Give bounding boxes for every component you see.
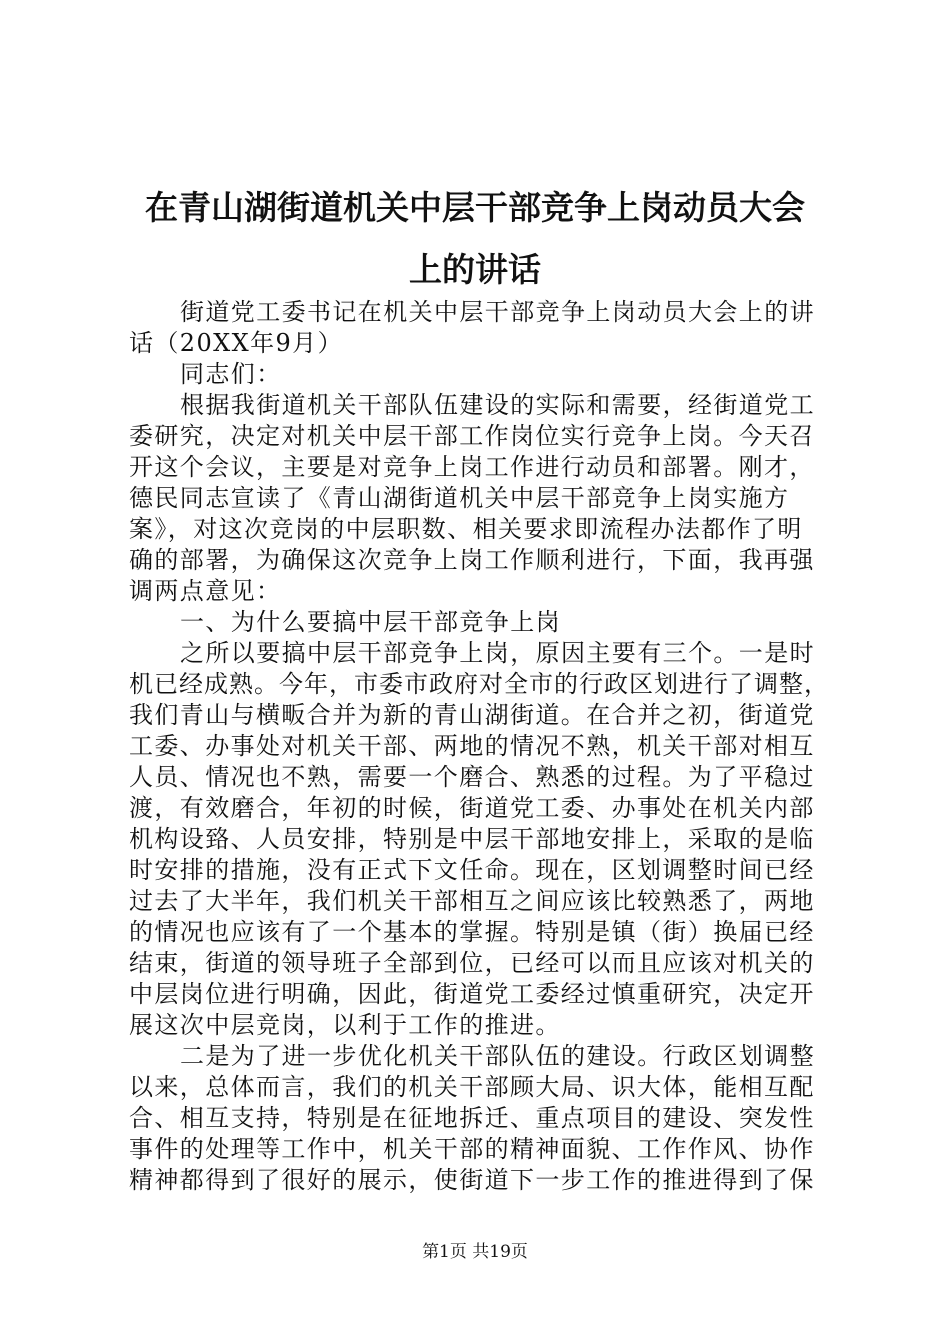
body-text-line: 开这个会议，主要是对竞争上岗工作进行动员和部署。刚才，: [129, 453, 815, 481]
body-text-line: 以来，总体而言，我们的机关干部顾大局、识大体，能相互配: [129, 1073, 815, 1101]
body-text-line: 结束，街道的领导班子全部到位，已经可以而且应该对机关的: [129, 949, 815, 977]
body-text-line: 我们青山与横畈合并为新的青山湖街道。在合并之初，街道党: [129, 701, 815, 729]
document-title-line-2: 上的讲话: [409, 250, 541, 289]
body-text-line: 机已经成熟。今年，市委市政府对全市的行政区划进行了调整，: [129, 670, 829, 698]
body-text-line: 德民同志宣读了《青山湖街道机关中层干部竞争上岗实施方: [129, 484, 790, 512]
body-text-line: 根据我街道机关干部队伍建设的实际和需要，经街道党工: [180, 391, 815, 419]
body-text-line: 之所以要搞中层干部竞争上岗，原因主要有三个。一是时: [180, 639, 815, 667]
body-text-line: 委研究，决定对机关中层干部工作岗位实行竞争上岗。今天召: [129, 422, 815, 450]
body-text-line: 工委、办事处对机关干部、两地的情况不熟，机关干部对相互: [129, 732, 815, 760]
body-text-line: 二是为了进一步优化机关干部队伍的建设。行政区划调整: [180, 1042, 815, 1070]
body-text-line: 确的部署，为确保这次竞争上岗工作顺利进行，下面，我再强: [129, 546, 815, 574]
page-footer: 第1页 共19页: [422, 1242, 528, 1262]
body-text-line: 过去了大半年，我们机关干部相互之间应该比较熟悉了，两地: [129, 887, 815, 915]
body-text-line: 一、为什么要搞中层干部竞争上岗: [180, 608, 561, 636]
body-text-line: 渡，有效磨合，年初的时候，街道党工委、办事处在机关内部: [129, 794, 815, 822]
document-title-line-1: 在青山湖街道机关中层干部竞争上岗动员大会: [145, 188, 805, 227]
body-text-line: 机构设臵、人员安排，特别是中层干部地安排上，采取的是临: [129, 825, 815, 853]
body-text-line: 精神都得到了很好的展示，使街道下一步工作的推进得到了保: [129, 1166, 815, 1194]
body-text-line: 时安排的措施，没有正式下文任命。现在，区划调整时间已经: [129, 856, 815, 884]
document-body: [129, 297, 829, 1196]
body-text-line: 人员、情况也不熟，需要一个磨合、熟悉的过程。为了平稳过: [129, 763, 815, 791]
body-text-line: 同志们：: [180, 360, 282, 388]
body-text-line: 展这次中层竞岗，以利于工作的推进。: [129, 1011, 561, 1039]
body-text-line: 事件的处理等工作中，机关干部的精神面貌、工作作风、协作: [129, 1135, 815, 1163]
body-text-line: 的情况也应该有了一个基本的掌握。特别是镇（街）换届已经: [129, 918, 815, 946]
body-text-line: 案》，对这次竞岗的中层职数、相关要求即流程办法都作了明: [129, 515, 803, 543]
body-text-line: 街道党工委书记在机关中层干部竞争上岗动员大会上的讲: [180, 298, 815, 326]
body-text-line: 话（20XX年9月）: [129, 329, 343, 357]
body-text-line: 中层岗位进行明确，因此，街道党工委经过慎重研究，决定开: [129, 980, 815, 1008]
body-text-line: 合、相互支持，特别是在征地拆迁、重点项目的建设、突发性: [129, 1104, 815, 1132]
body-text-line: 调两点意见：: [129, 577, 282, 605]
